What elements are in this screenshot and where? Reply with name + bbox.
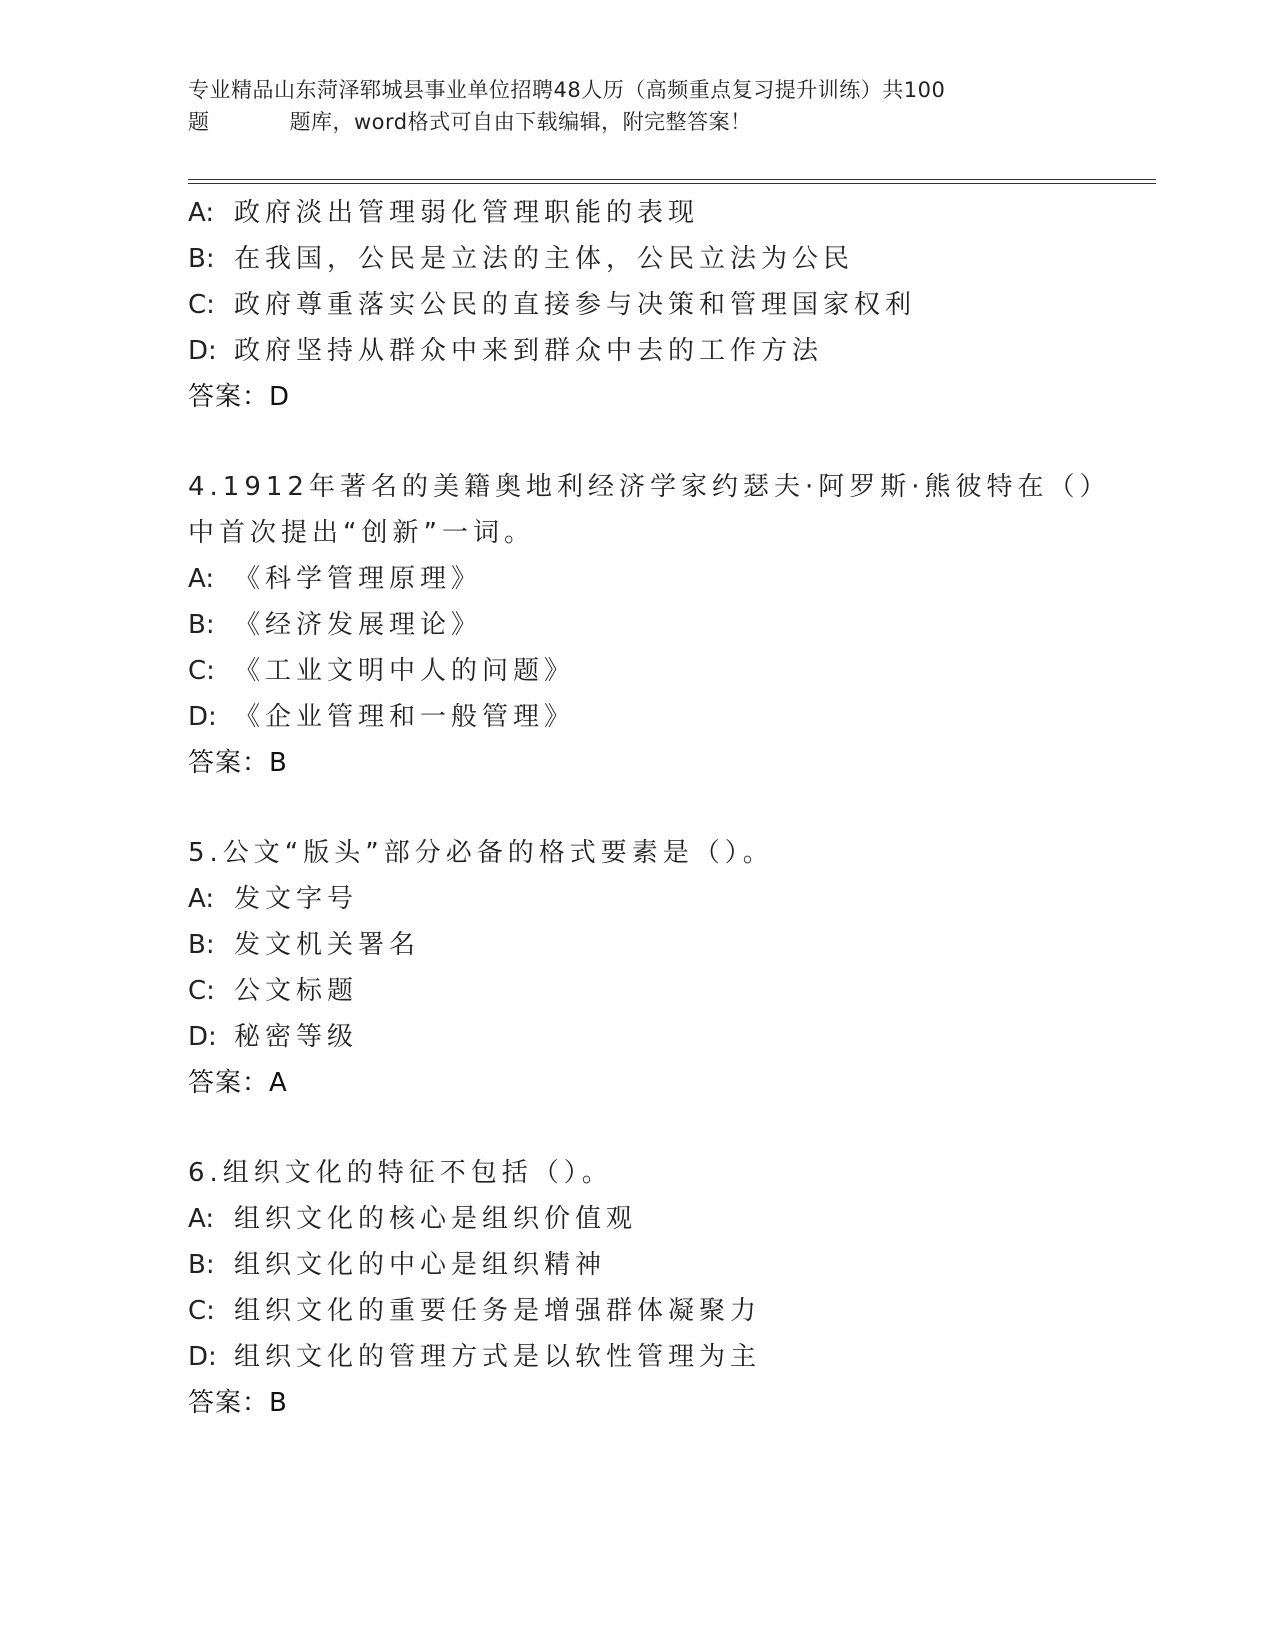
header-title-line1: 专业精品山东菏泽郓城县事业单位招聘48人历（高频重点复习提升训练）共100 — [188, 78, 946, 102]
question-title: 6.组织文化的特征不包括（）。 — [188, 1158, 613, 1188]
option-a: A: 政府淡出管理弱化管理职能的表现 — [188, 198, 700, 228]
question-title: 4.1912年著名的美籍奥地利经济学家约瑟夫·阿罗斯·熊彼特在（） — [188, 472, 1111, 502]
option-c: C: 政府尊重落实公民的直接参与决策和管理国家权利 — [188, 290, 917, 320]
option-a: A: 组织文化的核心是组织价值观 — [188, 1204, 638, 1234]
option-b: B: 《经济发展理论》 — [188, 610, 483, 640]
question-6 — [188, 1150, 1148, 1426]
option-d: D: 秘密等级 — [188, 1022, 359, 1052]
header-title-line2 — [188, 106, 1088, 138]
header-title-line2-left: 题 — [188, 110, 210, 134]
answer-label: 答案：B — [188, 1388, 288, 1418]
answer-label: 答案：B — [188, 748, 288, 778]
question-5 — [188, 830, 1148, 1106]
option-d: D: 组织文化的管理方式是以软性管理为主 — [188, 1342, 762, 1372]
question-3 — [188, 190, 1148, 420]
document-header — [188, 74, 1088, 138]
question-4 — [188, 464, 1148, 786]
header-divider-bottom — [188, 183, 1156, 184]
option-b: B: 发文机关署名 — [188, 930, 421, 960]
question-title-continued: 中首次提出“创新”一词。 — [188, 518, 535, 548]
option-a: A: 《科学管理原理》 — [188, 564, 483, 594]
option-d: D: 《企业管理和一般管理》 — [188, 702, 576, 732]
option-b: B: 在我国，公民是立法的主体，公民立法为公民 — [188, 244, 855, 274]
header-divider-top — [188, 179, 1156, 180]
option-b: B: 组织文化的中心是组织精神 — [188, 1250, 607, 1280]
option-d: D: 政府坚持从群众中来到群众中去的工作方法 — [188, 336, 824, 366]
option-c: C: 公文标题 — [188, 976, 359, 1006]
option-c: C: 《工业文明中人的问题》 — [188, 656, 576, 686]
answer-label: 答案：A — [188, 1068, 288, 1098]
option-c: C: 组织文化的重要任务是增强群体凝聚力 — [188, 1296, 762, 1326]
question-title: 5.公文“版头”部分必备的格式要素是（）。 — [188, 838, 774, 868]
question-content — [188, 190, 1148, 1426]
answer-label: 答案：D — [188, 382, 291, 412]
header-title-line2-right: 题库，word格式可自由下载编辑，附完整答案！ — [289, 110, 752, 134]
option-a: A: 发文字号 — [188, 884, 359, 914]
